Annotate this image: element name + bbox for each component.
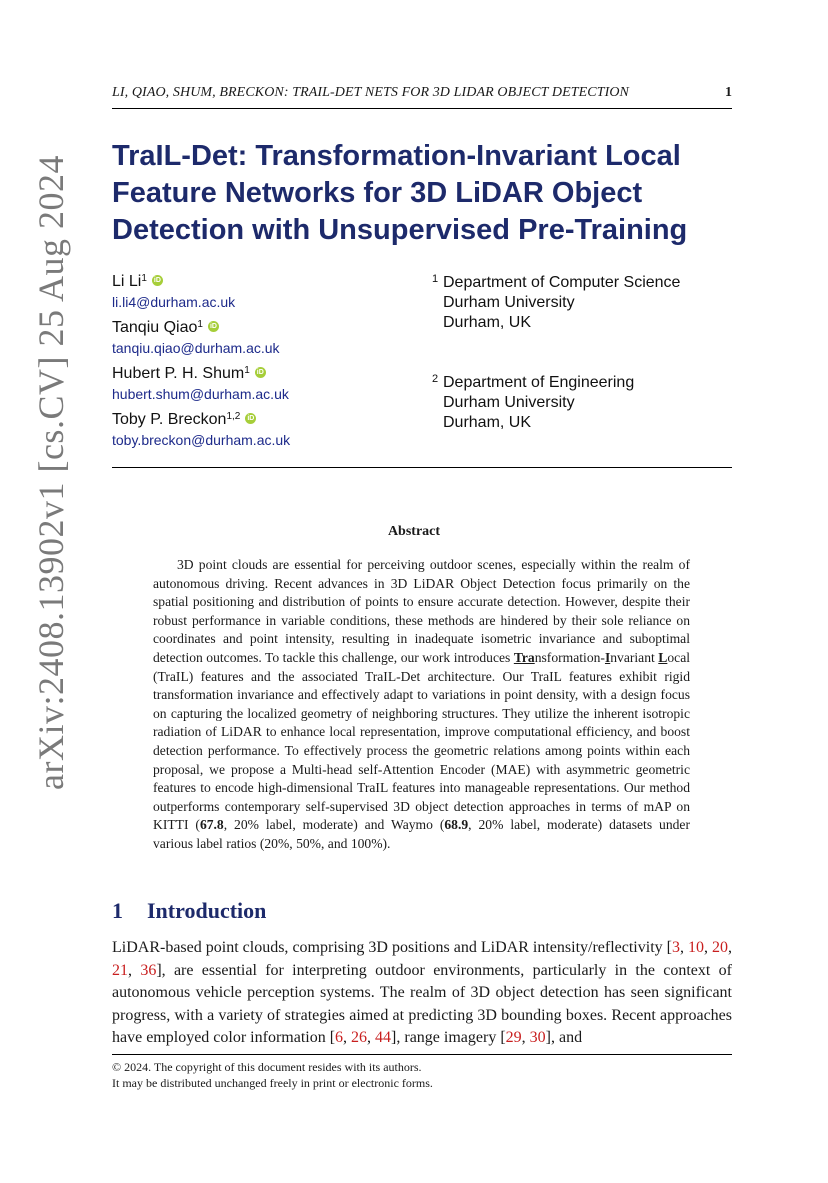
intro-text: ], and: [545, 1029, 583, 1047]
copyright-line: © 2024. The copyright of this document resides with its authors.: [112, 1060, 422, 1074]
affiliation-line: Durham, UK: [443, 314, 532, 331]
citation-link[interactable]: 6: [335, 1029, 344, 1047]
intro-text: ,: [704, 939, 713, 956]
affiliation-1: [432, 273, 680, 333]
author-li-li: [112, 272, 235, 312]
intro-paragraph: [112, 937, 732, 1050]
citation-link[interactable]: 26: [351, 1029, 368, 1047]
abstract-paragraph: [153, 556, 690, 854]
intro-text: ,: [679, 939, 688, 956]
intro-text: ,: [128, 961, 141, 979]
author-email[interactable]: hubert.shum@durham.ac.uk: [112, 386, 289, 402]
acronym-letters: Tra: [513, 649, 535, 665]
abstract-text: , 20% label, moderate) datasets under various label ratios (20%, 50%, and 100%).: [153, 817, 690, 851]
arxiv-identifier-stamp: arXiv:2408.13902v1 [cs.CV] 25 Aug 2024: [31, 155, 71, 790]
page-number: 1: [725, 85, 732, 100]
intro-text: ], are essential for interpreting outdoor environments, particularly in the context of autonomous vehicle perception systems. The realm of 3D object detection has seen significant progress, with a variety of strategies aimed at predicting 3D bounding boxes. Recent approaches have employed color information [: [112, 961, 732, 1047]
abstract-body: [153, 556, 690, 854]
intro-text: LiDAR-based point clouds, comprising 3D positions and LiDAR intensity/reflectivity [: [112, 939, 672, 956]
acronym-letters: L: [658, 649, 668, 665]
author-email[interactable]: toby.breckon@durham.ac.uk: [112, 432, 291, 448]
section-heading: [112, 898, 266, 924]
running-header: [112, 85, 732, 105]
intro-text: ,: [367, 1029, 376, 1047]
author-name: Tanqiu Qiao: [112, 319, 198, 336]
section-number: 1: [112, 898, 123, 923]
intro-text: ], range imagery [: [391, 1029, 506, 1047]
citation-link[interactable]: 29: [505, 1029, 522, 1047]
author-email[interactable]: li.li4@durham.ac.uk: [112, 294, 236, 310]
author-email[interactable]: tanqiu.qiao@durham.ac.uk: [112, 340, 280, 356]
orcid-icon[interactable]: iD: [153, 277, 161, 285]
affiliation-line: Department of Computer Science: [443, 274, 681, 291]
running-title: LI, QIAO, SHUM, BRECKON: TRAIL-DET NETS FOR 3D LIDAR OBJECT DETECTION: [112, 85, 629, 100]
author-name: Li Li: [112, 273, 142, 290]
author-rule: [112, 467, 732, 468]
intro-text: ,: [728, 939, 733, 956]
orcid-icon[interactable]: iD: [209, 323, 217, 331]
orcid-icon[interactable]: iD: [256, 369, 264, 377]
author-affiliation-sup: 1: [244, 365, 250, 376]
waymo-score: 68.9: [444, 817, 469, 833]
title-line: Detection with Unsupervised Pre-Training: [112, 214, 688, 246]
abstract-text: , 20% label, moderate) and Waymo (: [223, 817, 445, 833]
citation-link[interactable]: 20: [712, 939, 729, 956]
abstract-text: nsformation-: [534, 649, 605, 665]
abstract-text: nvariant: [610, 649, 659, 665]
title-line: TraIL-Det: Transformation-Invariant Local: [112, 140, 681, 172]
title-line: Feature Networks for 3D LiDAR Object: [112, 177, 643, 209]
author-name: Hubert P. H. Shum: [112, 365, 245, 382]
abstract-text: (TraIL) features and the associated TraIL-Det architecture. Our TraIL features exhibit rigid transformation invariance and effectively adapt to variations in point density, with a design focus on capturing the localized geometry of neighboring structures. They utilize the inherent isotropic radiation of LiDAR to enhance local representation, improve computational efficiency, and boost detection performance. To effectively process the geometric relations among points within each proposal, we propose a Multi-head self-Attention Encoder (MAE) with asymmetric geometric features to encode high-dimensional TraIL features into manageable representations. Our method outperforms contemporary self-supervised 3D object detection approaches in terms of mAP on KITTI (: [153, 668, 690, 833]
affiliation-sup: 2: [432, 373, 439, 385]
affiliation-line: Department of Engineering: [443, 374, 635, 391]
footer-rule: [112, 1054, 732, 1055]
affiliation-sup: 1: [432, 273, 439, 285]
affiliation-line: Durham University: [443, 394, 575, 411]
header-rule: [112, 108, 732, 109]
citation-link[interactable]: 10: [688, 939, 704, 956]
author-name: Toby P. Breckon: [112, 411, 227, 428]
abstract-heading: Abstract: [387, 524, 441, 539]
acronym-letters: I: [604, 649, 611, 665]
affiliation-line: Durham, UK: [443, 414, 532, 431]
section-title: Introduction: [147, 898, 267, 923]
intro-text: ,: [521, 1029, 530, 1047]
orcid-icon[interactable]: iD: [247, 415, 255, 423]
author-toby-breckon: [112, 410, 290, 450]
author-affiliation-sup: 1: [197, 319, 203, 330]
citation-link[interactable]: 21: [112, 961, 128, 979]
author-affiliation-sup: 1: [141, 273, 147, 284]
affiliation-line: Durham University: [443, 294, 575, 311]
kitti-score: 67.8: [199, 817, 224, 833]
distribution-line: It may be distributed unchanged freely in print or electronic forms.: [112, 1076, 433, 1090]
intro-text: ,: [343, 1029, 352, 1047]
author-tanqiu-qiao: [112, 318, 280, 358]
affiliation-2: [432, 373, 634, 433]
author-hubert-shum: [112, 364, 289, 404]
citation-link[interactable]: 3: [671, 939, 680, 956]
introduction-body: [112, 937, 732, 1050]
abstract-text: ocal: [667, 649, 691, 665]
abstract-text: 3D point clouds are essential for perceiving outdoor scenes, especially within the realm of autonomous driving. Recent advances in 3D LiDAR Object Detection focus primarily on the spatial positioning and distribution of points to ensure accurate detection. However, despite their robust performance in variable conditions, these methods are hindered by their sole reliance on coordinates and point intensity, resulting in inadequate isometric invariance and suboptimal detection outcomes. To tackle this challenge, our work introduces: [153, 557, 690, 665]
author-affiliation-sup: 1,2: [226, 411, 241, 422]
citation-link[interactable]: 44: [375, 1029, 392, 1047]
citation-link[interactable]: 36: [140, 961, 157, 979]
paper-title: [112, 138, 732, 249]
citation-link[interactable]: 30: [529, 1029, 546, 1047]
copyright-footer: [112, 1059, 433, 1091]
